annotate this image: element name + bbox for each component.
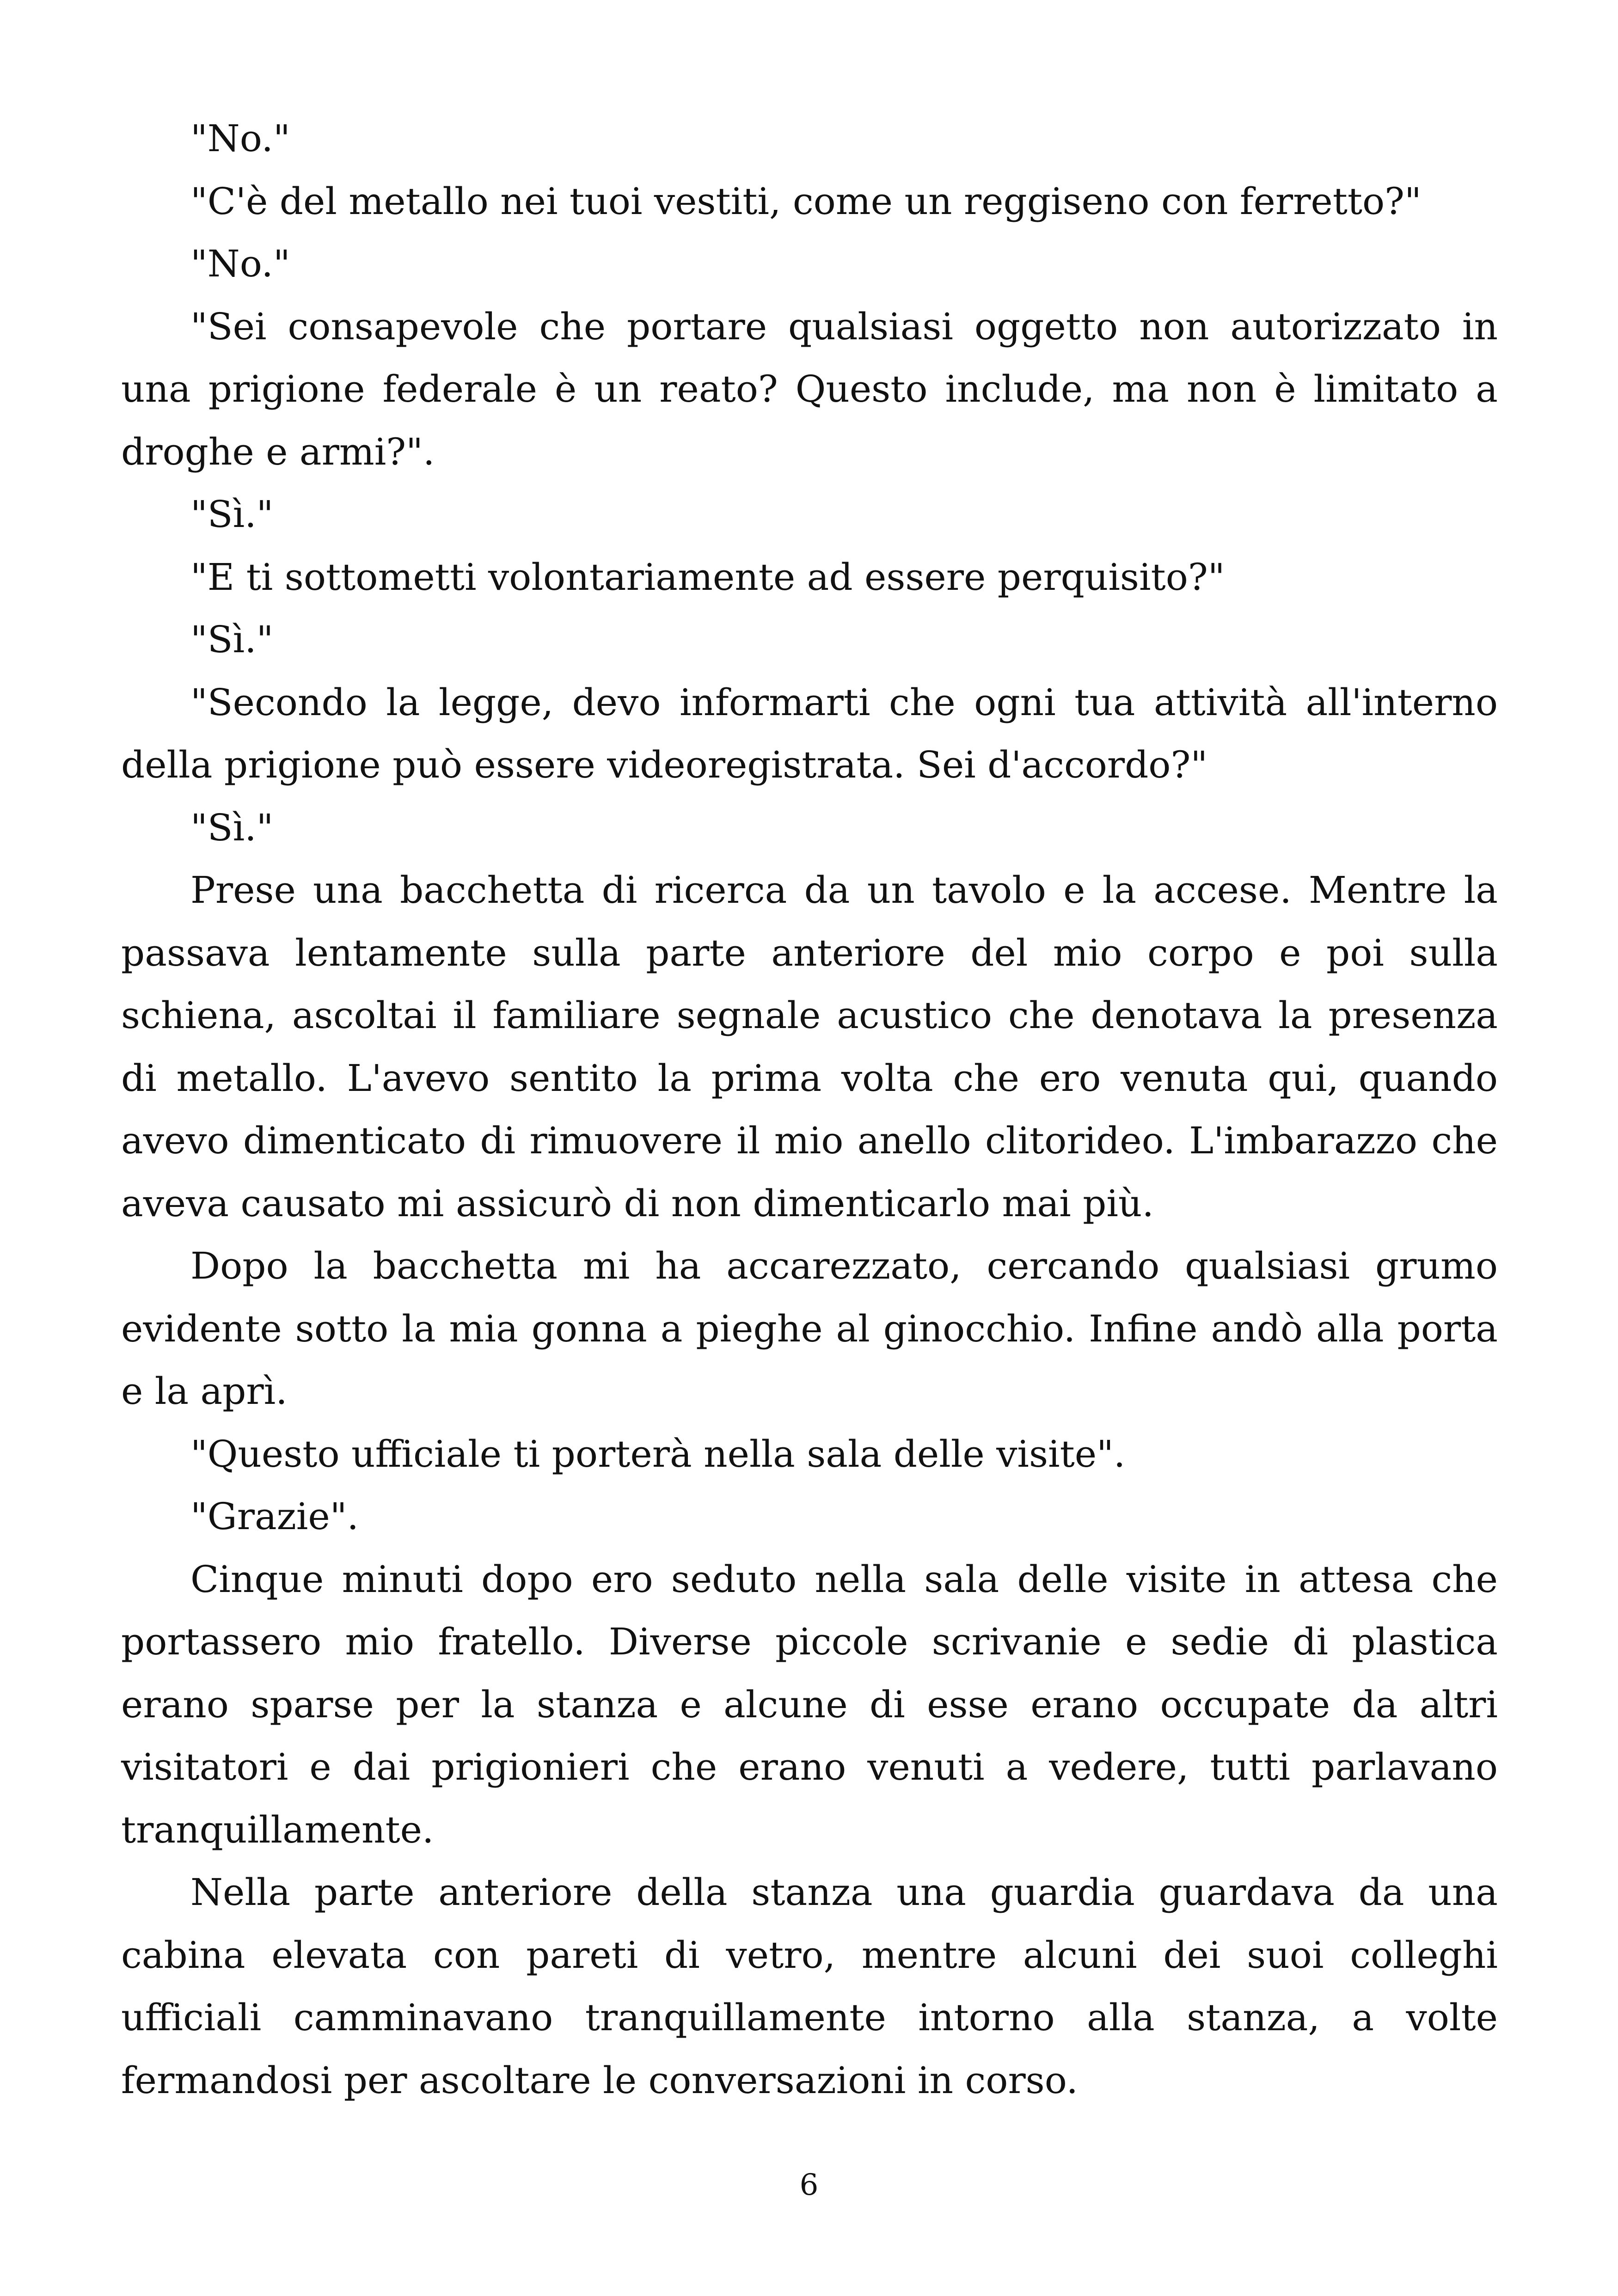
paragraph: "No.": [190, 242, 290, 285]
paragraph: "Questo ufficiale ti porterà nella sala delle visite".: [190, 1432, 1126, 1476]
page-number: 6: [799, 2168, 819, 2202]
paragraph: "Sì.": [190, 493, 274, 536]
paragraph: Prese una bacchetta di ricerca da un tavolo e la accese. Mentre la passava lentamente sulla parte anteriore del mio corpo e poi sulla schiena, ascoltai il familiare segnale acustico che denotava la presenza di metallo. L'avevo sentito la prima volta che ero venuta qui, quando avevo dimenticato di rimuovere il mio anello clitorideo. L'imbarazzo che aveva causato mi assicurò di non dimenticarlo mai più.: [121, 869, 1498, 1225]
paragraph: "Sì.": [190, 618, 274, 661]
paragraph: Cinque minuti dopo ero seduto nella sala delle visite in attesa che portassero mio fratello. Diverse piccole scrivanie e sedie di plastica erano sparse per la stanza e alcune di esse erano occupate da altri visitatori e dai prigionieri che erano venuti a vedere, tutti parlavano tranquillamente.: [121, 1557, 1498, 1851]
paragraph: "Grazie".: [190, 1495, 359, 1538]
paragraph: Nella parte anteriore della stanza una guardia guardava da una cabina elevata con pareti di vetro, mentre alcuni dei suoi colleghi ufficiali camminavano tranquillamente intorno alla stanza, a volte fermandosi per ascoltare le conversazioni in corso.: [121, 1871, 1498, 2102]
paragraph: "No.": [190, 117, 290, 160]
body-text: [121, 107, 1498, 2112]
paragraph: Dopo la bacchetta mi ha accarezzato, cercando qualsiasi grumo evidente sotto la mia gonna a pieghe al ginocchio. Infine andò alla porta e la aprì.: [121, 1244, 1498, 1413]
paragraph: "Sì.": [190, 806, 274, 849]
paragraph: "C'è del metallo nei tuoi vestiti, come un reggiseno con ferretto?": [190, 179, 1422, 223]
paragraph: "Secondo la legge, devo informarti che ogni tua attività all'interno della prigione può essere videoregistrata. Sei d'accordo?": [121, 680, 1498, 786]
paragraph: "E ti sottometti volontariamente ad essere perquisito?": [190, 555, 1225, 599]
paragraph: "Sei consapevole che portare qualsiasi oggetto non autorizzato in una prigione federale è un reato? Questo include, ma non è limitato a droghe e armi?".: [121, 305, 1498, 473]
